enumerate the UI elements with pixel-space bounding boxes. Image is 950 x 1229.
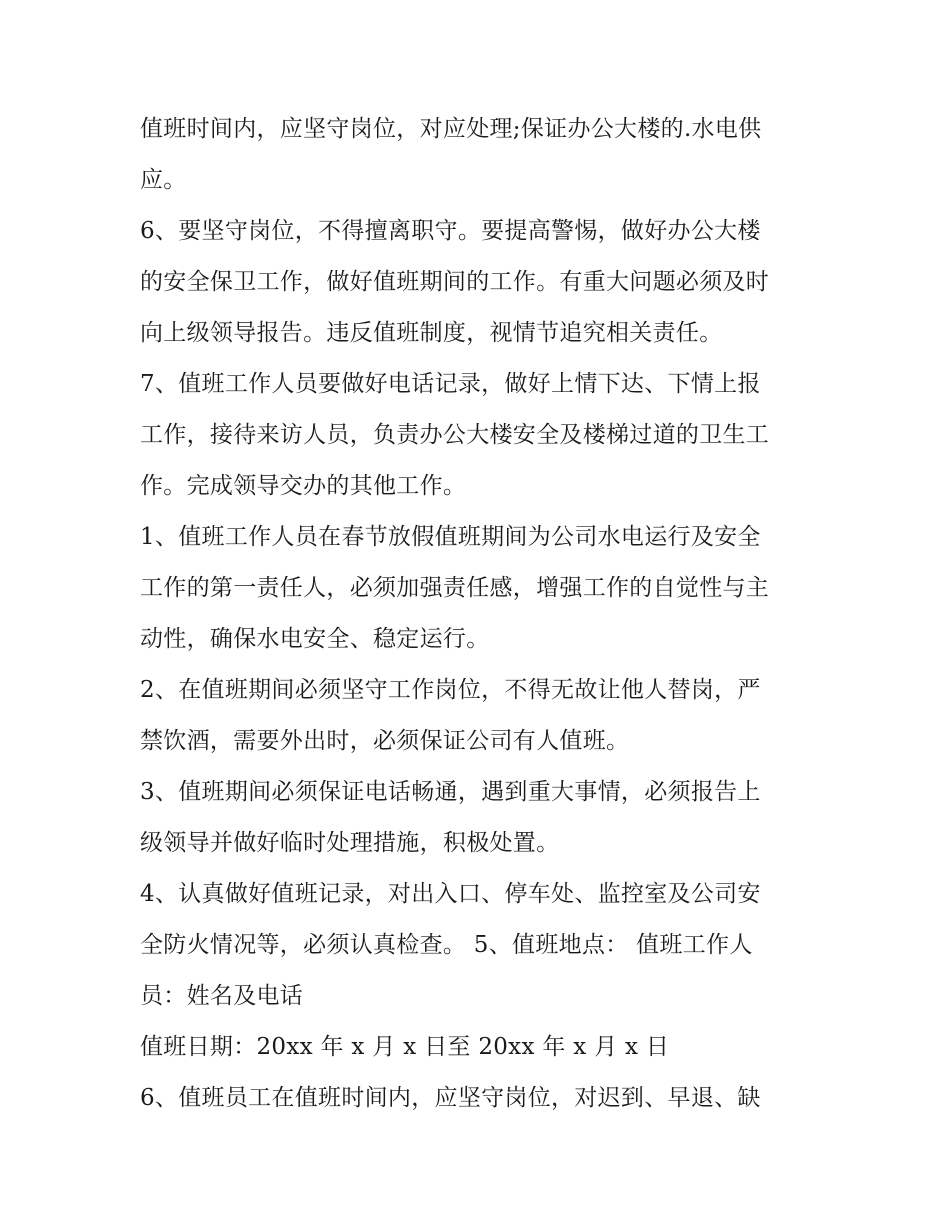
text-line: 全防火情况等，必须认真检查。 5、值班地点： 值班工作人 <box>140 932 753 958</box>
text-line: 员：姓名及电话 <box>140 983 304 1009</box>
text-line: 值班日期：20xx 年 x 月 x 日至 20xx 年 x 月 x 日 <box>140 1034 670 1060</box>
text-line: 应。 <box>140 167 187 193</box>
text-line: 工作的第一责任人，必须加强责任感，增强工作的自觉性与主 <box>140 575 770 601</box>
text-line: 1、值班工作人员在春节放假值班期间为公司水电运行及安全 <box>140 524 761 550</box>
text-line: 4、认真做好值班记录，对出入口、停车处、监控室及公司安 <box>140 881 761 907</box>
text-line: 的安全保卫工作，做好值班期间的工作。有重大问题必须及时 <box>140 269 770 295</box>
text-line: 禁饮酒，需要外出时，必须保证公司有人值班。 <box>140 728 630 754</box>
text-line: 级领导并做好临时处理措施，积极处置。 <box>140 830 560 856</box>
text-line: 6、要坚守岗位，不得擅离职守。要提高警惕，做好办公大楼 <box>140 218 761 244</box>
document-body <box>140 104 812 1124</box>
text-line: 工作，接待来访人员，负责办公大楼安全及楼梯过道的卫生工 <box>140 422 770 448</box>
text-line: 向上级领导报告。违反值班制度，视情节追究相关责任。 <box>140 320 723 346</box>
text-line: 2、在值班期间必须坚守工作岗位，不得无故让他人替岗，严 <box>140 677 761 703</box>
text-line: 7、值班工作人员要做好电话记录，做好上情下达、下情上报 <box>140 371 761 397</box>
text-line: 3、值班期间必须保证电话畅通，遇到重大事情，必须报告上 <box>140 779 761 805</box>
text-line: 值班时间内，应坚守岗位，对应处理;保证办公大楼的.水电供 <box>140 116 762 142</box>
text-line: 动性，确保水电安全、稳定运行。 <box>140 626 490 652</box>
text-line: 作。完成领导交办的其他工作。 <box>140 473 467 499</box>
text-line: 6、值班员工在值班时间内，应坚守岗位，对迟到、早退、缺 <box>140 1085 761 1111</box>
